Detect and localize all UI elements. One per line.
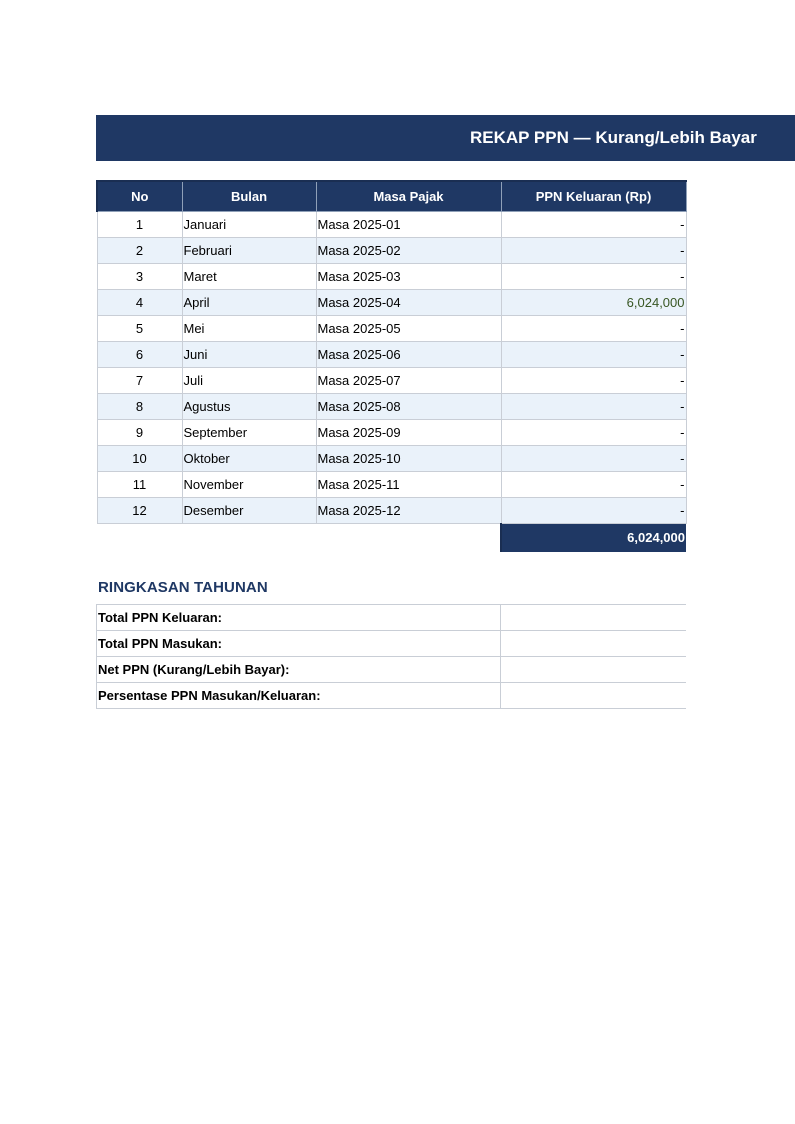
table-row xyxy=(97,237,686,263)
cell-no[interactable]: 4 xyxy=(97,289,182,315)
cell-ppn-keluaran[interactable]: - xyxy=(501,263,686,289)
table-header-row xyxy=(97,181,686,211)
summary-label-net-ppn: Net PPN (Kurang/Lebih Bayar): xyxy=(97,657,501,683)
cell-no[interactable]: 2 xyxy=(97,237,182,263)
report-title: REKAP PPN — Kurang/Lebih Bayar xyxy=(470,128,757,147)
cell-ppn-keluaran[interactable]: - xyxy=(501,471,686,497)
column-header-masa-pajak: Masa Pajak xyxy=(316,181,501,211)
cell-bulan[interactable]: Juni xyxy=(182,341,316,367)
cell-no[interactable]: 6 xyxy=(97,341,182,367)
table-row xyxy=(97,367,686,393)
cell-masa-pajak[interactable]: Masa 2025-05 xyxy=(316,315,501,341)
ppn-monthly-table xyxy=(96,180,687,552)
cell-masa-pajak[interactable]: Masa 2025-08 xyxy=(316,393,501,419)
summary-row xyxy=(97,683,686,709)
table-row xyxy=(97,289,686,315)
report-title-bar xyxy=(96,115,795,161)
cell-masa-pajak[interactable]: Masa 2025-06 xyxy=(316,341,501,367)
cell-masa-pajak[interactable]: Masa 2025-01 xyxy=(316,211,501,237)
cell-masa-pajak[interactable]: Masa 2025-09 xyxy=(316,419,501,445)
total-spacer xyxy=(97,523,182,552)
table-row xyxy=(97,471,686,497)
cell-ppn-keluaran[interactable]: - xyxy=(501,341,686,367)
table-total-row xyxy=(97,523,686,552)
cell-no[interactable]: 8 xyxy=(97,393,182,419)
summary-value-net-ppn[interactable] xyxy=(501,657,686,683)
summary-row xyxy=(97,657,686,683)
cell-ppn-keluaran[interactable]: - xyxy=(501,497,686,523)
table-row xyxy=(97,419,686,445)
cell-bulan[interactable]: November xyxy=(182,471,316,497)
cell-ppn-keluaran[interactable]: - xyxy=(501,211,686,237)
cell-masa-pajak[interactable]: Masa 2025-03 xyxy=(316,263,501,289)
cell-bulan[interactable]: Oktober xyxy=(182,445,316,471)
cell-ppn-keluaran[interactable]: - xyxy=(501,315,686,341)
table-row xyxy=(97,445,686,471)
cell-bulan[interactable]: Mei xyxy=(182,315,316,341)
cell-ppn-keluaran[interactable]: 6,024,000 xyxy=(501,289,686,315)
column-header-no: No xyxy=(97,181,182,211)
cell-no[interactable]: 11 xyxy=(97,471,182,497)
cell-bulan[interactable]: Juli xyxy=(182,367,316,393)
summary-label-persentase: Persentase PPN Masukan/Keluaran: xyxy=(97,683,501,709)
summary-row xyxy=(97,631,686,657)
cell-no[interactable]: 3 xyxy=(97,263,182,289)
table-row xyxy=(97,341,686,367)
cell-no[interactable]: 10 xyxy=(97,445,182,471)
cell-masa-pajak[interactable]: Masa 2025-02 xyxy=(316,237,501,263)
cell-masa-pajak[interactable]: Masa 2025-10 xyxy=(316,445,501,471)
cell-bulan[interactable]: Agustus xyxy=(182,393,316,419)
summary-label-total-keluaran: Total PPN Keluaran: xyxy=(97,605,501,631)
summary-value-total-masukan[interactable] xyxy=(501,631,686,657)
cell-ppn-keluaran[interactable]: - xyxy=(501,237,686,263)
summary-heading: RINGKASAN TAHUNAN xyxy=(98,579,268,596)
cell-no[interactable]: 9 xyxy=(97,419,182,445)
cell-bulan[interactable]: April xyxy=(182,289,316,315)
cell-bulan[interactable]: Januari xyxy=(182,211,316,237)
cell-no[interactable]: 5 xyxy=(97,315,182,341)
cell-no[interactable]: 7 xyxy=(97,367,182,393)
cell-bulan[interactable]: September xyxy=(182,419,316,445)
cell-bulan[interactable]: Maret xyxy=(182,263,316,289)
cell-no[interactable]: 12 xyxy=(97,497,182,523)
cell-masa-pajak[interactable]: Masa 2025-04 xyxy=(316,289,501,315)
summary-value-persentase[interactable] xyxy=(501,683,686,709)
summary-row xyxy=(97,605,686,631)
cell-masa-pajak[interactable]: Masa 2025-07 xyxy=(316,367,501,393)
table-row xyxy=(97,315,686,341)
summary-value-total-keluaran[interactable] xyxy=(501,605,686,631)
column-header-ppn-keluaran: PPN Keluaran (Rp) xyxy=(501,181,686,211)
total-ppn-keluaran-cell[interactable]: 6,024,000 xyxy=(501,523,686,552)
table-row xyxy=(97,393,686,419)
summary-label-total-masukan: Total PPN Masukan: xyxy=(97,631,501,657)
cell-no[interactable]: 1 xyxy=(97,211,182,237)
table-row xyxy=(97,497,686,523)
cell-masa-pajak[interactable]: Masa 2025-11 xyxy=(316,471,501,497)
summary-table xyxy=(96,604,686,709)
cell-ppn-keluaran[interactable]: - xyxy=(501,419,686,445)
total-spacer xyxy=(316,523,501,552)
table-row xyxy=(97,211,686,237)
cell-bulan[interactable]: Desember xyxy=(182,497,316,523)
cell-masa-pajak[interactable]: Masa 2025-12 xyxy=(316,497,501,523)
cell-ppn-keluaran[interactable]: - xyxy=(501,445,686,471)
table-row xyxy=(97,263,686,289)
column-header-bulan: Bulan xyxy=(182,181,316,211)
total-spacer xyxy=(182,523,316,552)
cell-bulan[interactable]: Februari xyxy=(182,237,316,263)
cell-ppn-keluaran[interactable]: - xyxy=(501,393,686,419)
cell-ppn-keluaran[interactable]: - xyxy=(501,367,686,393)
